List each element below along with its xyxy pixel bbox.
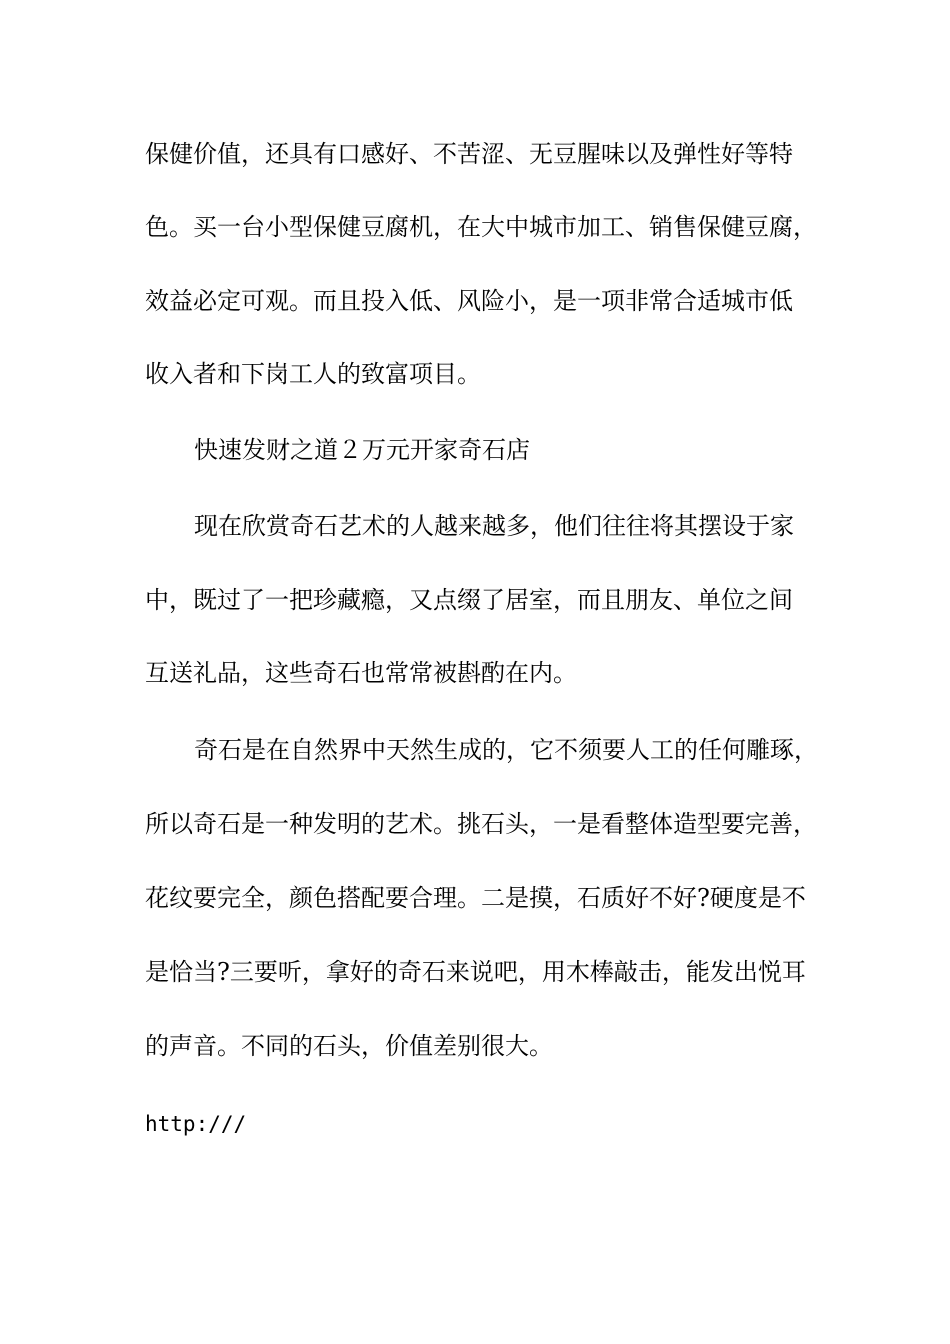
text-line: 中，既过了一把珍藏瘾，又点缀了居室，而且朋友、单位之间 — [145, 586, 793, 614]
text-line: 所以奇石是一种发明的艺术。挑石头，一是看整体造型要完善， — [145, 810, 817, 838]
text-line: 互送礼品，这些奇石也常常被斟酌在内。 — [145, 659, 577, 687]
url-text: http:/// — [145, 1112, 247, 1136]
text-line: 效益必定可观。而且投入低、风险小，是一项非常合适城市低 — [145, 287, 793, 315]
text-line: 的声音。不同的石头，价值差别很大。 — [145, 1032, 553, 1060]
text-line: 保健价值，还具有口感好、不苦涩、无豆腥味以及弹性好等特 — [145, 140, 793, 168]
text-line: 收入者和下岗工人的致富项目。 — [145, 360, 481, 388]
section-heading: 快速发财之道２万元开家奇石店 — [194, 436, 530, 464]
text-line: 现在欣赏奇石艺术的人越来越多，他们往往将其摆设于家 — [194, 512, 794, 540]
text-line: 是恰当?三要听，拿好的奇石来说吧，用木棒敲击，能发出悦耳 — [145, 958, 806, 986]
text-line: 花纹要完全，颜色搭配要合理。二是摸，石质好不好?硬度是不 — [145, 884, 806, 912]
text-line: 色。买一台小型保健豆腐机，在大中城市加工、销售保健豆腐， — [145, 213, 817, 241]
text-line: 奇石是在自然界中天然生成的，它不须要人工的任何雕琢， — [194, 736, 818, 764]
